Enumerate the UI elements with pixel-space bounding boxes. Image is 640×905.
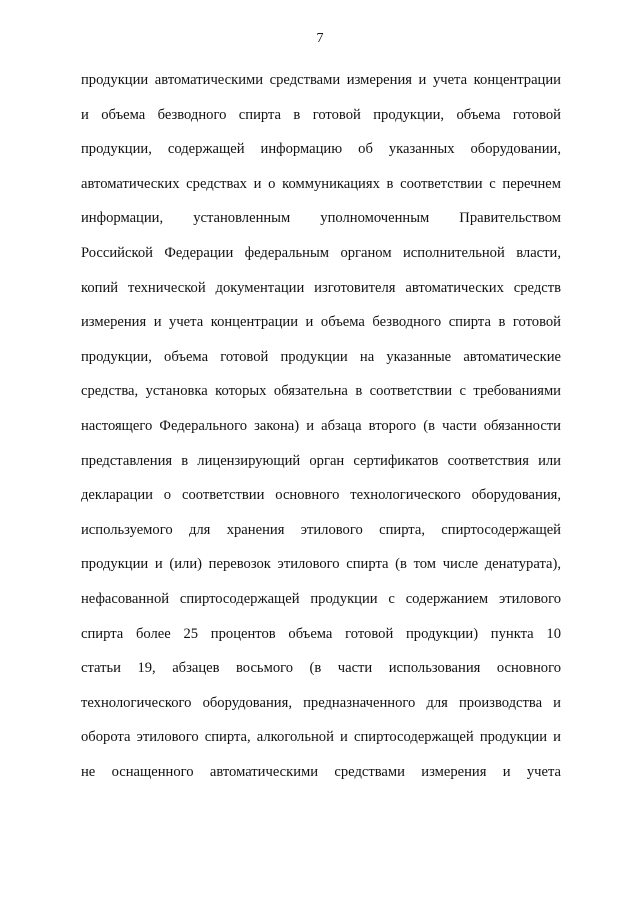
text-line: и объема безводного спирта в готовой продукции, объема готовой <box>81 106 561 123</box>
text-line: продукции и (или) перевозок этилового спирта (в том числе денатурата), <box>81 556 561 573</box>
text-line: нефасованной спиртосодержащей продукции с содержанием этилового <box>81 590 561 607</box>
text-line: Российской Федерации федеральным органом исполнительной власти, <box>81 244 561 261</box>
text-line: оборота этилового спирта, алкогольной и спиртосодержащей продукции и <box>81 729 561 746</box>
text-line: автоматических средствах и о коммуникациях в соответствии с перечнем <box>81 175 561 192</box>
text-line: представления в лицензирующий орган сертификатов соответствия или <box>81 452 561 469</box>
text-line: измерения и учета концентрации и объема безводного спирта в готовой <box>81 314 561 331</box>
text-line: технологического оборудования, предназначенного для производства и <box>81 694 561 711</box>
text-line: продукции автоматическими средствами измерения и учета концентрации <box>81 72 561 88</box>
text-line: информации, установленным уполномоченным Правительством <box>81 210 561 227</box>
text-line: настоящего Федерального закона) и абзаца второго (в части обязанности <box>81 417 561 434</box>
text-line: копий технической документации изготовителя автоматических средств <box>81 279 561 296</box>
text-line: средства, установка которых обязательна в соответствии с требованиями <box>81 383 561 400</box>
text-line: используемого для хранения этилового спирта, спиртосодержащей <box>81 521 561 538</box>
page-number: 7 <box>316 31 324 46</box>
text-line: спирта более 25 процентов объема готовой продукции) пункта 10 <box>81 625 561 642</box>
text-line: не оснащенного автоматическими средствами измерения и учета <box>81 763 561 780</box>
text-line: продукции, содержащей информацию об указанных оборудовании, <box>81 141 561 158</box>
text-line: декларации о соответствии основного технологического оборудования, <box>81 487 561 504</box>
body-text <box>81 70 561 796</box>
text-line: продукции, объема готовой продукции на указанные автоматические <box>81 348 561 365</box>
text-line: статьи 19, абзацев восьмого (в части использования основного <box>81 660 561 677</box>
